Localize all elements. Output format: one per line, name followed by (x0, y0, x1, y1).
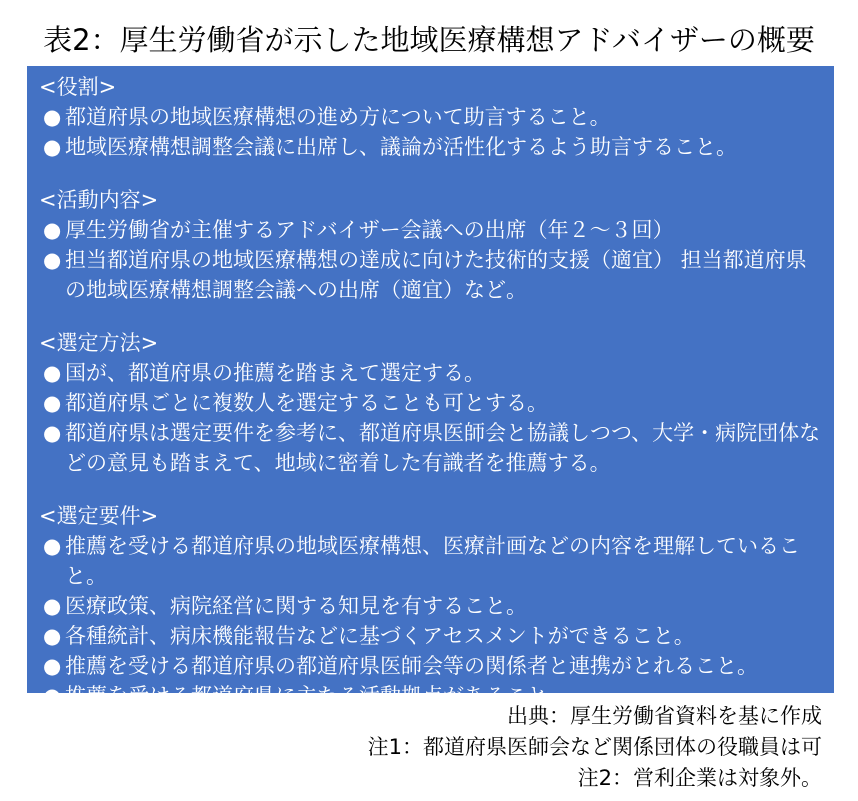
list-item-text: 都道府県ごとに複数人を選定することも可とする。 (65, 391, 548, 415)
section-role (37, 72, 824, 162)
list-item (37, 215, 824, 245)
list-item-text: 都道府県は選定要件を参考に、都道府県医師会と協議しつつ、大学・病院団体などの意見も踏まえて、地域に密着した有識者を推薦する。 (65, 421, 821, 475)
bullet-icon: ● (43, 534, 62, 558)
list-item-text: 医療政策、病院経営に関する知見を有すること。 (65, 594, 527, 618)
source-note: 出典：厚生労働省資料を基に作成 (507, 704, 822, 728)
list-item (37, 388, 824, 418)
list-item-text: 担当都道府県の地域医療構想の達成に向けた技術的支援（適宜） 担当都道府県の地域医療構想調整会議への出席（適宜）など。 (65, 248, 807, 302)
list-item (37, 418, 824, 478)
bullet-icon: ● (43, 391, 62, 415)
list-item (37, 621, 824, 651)
list-item-text: 推薦を受ける都道府県に主たる活動拠点があること。 (65, 684, 569, 708)
bullet-icon: ● (43, 684, 62, 708)
summary-panel (27, 66, 834, 708)
list-item-text: 各種統計、病床機能報告などに基づくアセスメントができること。 (65, 624, 695, 648)
list-item (37, 245, 824, 305)
section-heading: <役割> (39, 75, 117, 99)
list-item (37, 531, 824, 591)
list-item-text: 推薦を受ける都道府県の都道府県医師会等の関係者と連携がとれること。 (65, 654, 758, 678)
list-item-text: 地域医療構想調整会議に出席し、議論が活性化するよう助言すること。 (65, 135, 737, 159)
list-item-text: 都道府県の地域医療構想の進め方について助言すること。 (65, 105, 611, 129)
bullet-icon: ● (43, 248, 62, 272)
document-title: 表2：厚生労働省が示した地域医療構想アドバイザーの概要 (43, 23, 815, 57)
bullet-icon: ● (43, 654, 62, 678)
section-activities (37, 185, 824, 305)
list-item (37, 132, 824, 162)
bullet-icon: ● (43, 135, 62, 159)
bullet-icon: ● (43, 624, 62, 648)
list-item (37, 651, 824, 681)
section-selection-method (37, 328, 824, 478)
list-item-text: 推薦を受ける都道府県の地域医療構想、医療計画などの内容を理解していること。 (65, 534, 800, 588)
list-item (37, 102, 824, 132)
bullet-icon: ● (43, 105, 62, 129)
footnote-1: 注1：都道府県医師会など関係団体の役職員は可 (367, 735, 822, 759)
section-heading: <選定方法> (39, 331, 159, 355)
list-item (37, 358, 824, 388)
footnotes (368, 701, 822, 794)
section-selection-requirements (37, 501, 824, 711)
bullet-icon: ● (43, 421, 62, 445)
footnote-2: 注2：営利企業は対象外。 (577, 766, 822, 790)
bullet-icon: ● (43, 361, 62, 385)
list-item-text: 国が、都道府県の推薦を踏まえて選定する。 (65, 361, 485, 385)
section-heading: <活動内容> (39, 188, 159, 212)
section-heading: <選定要件> (39, 504, 159, 528)
list-item-text: 厚生労働省が主催するアドバイザー会議への出席（年２～３回） (65, 218, 674, 242)
bullet-icon: ● (43, 594, 62, 618)
list-item (37, 591, 824, 621)
bullet-icon: ● (43, 218, 62, 242)
